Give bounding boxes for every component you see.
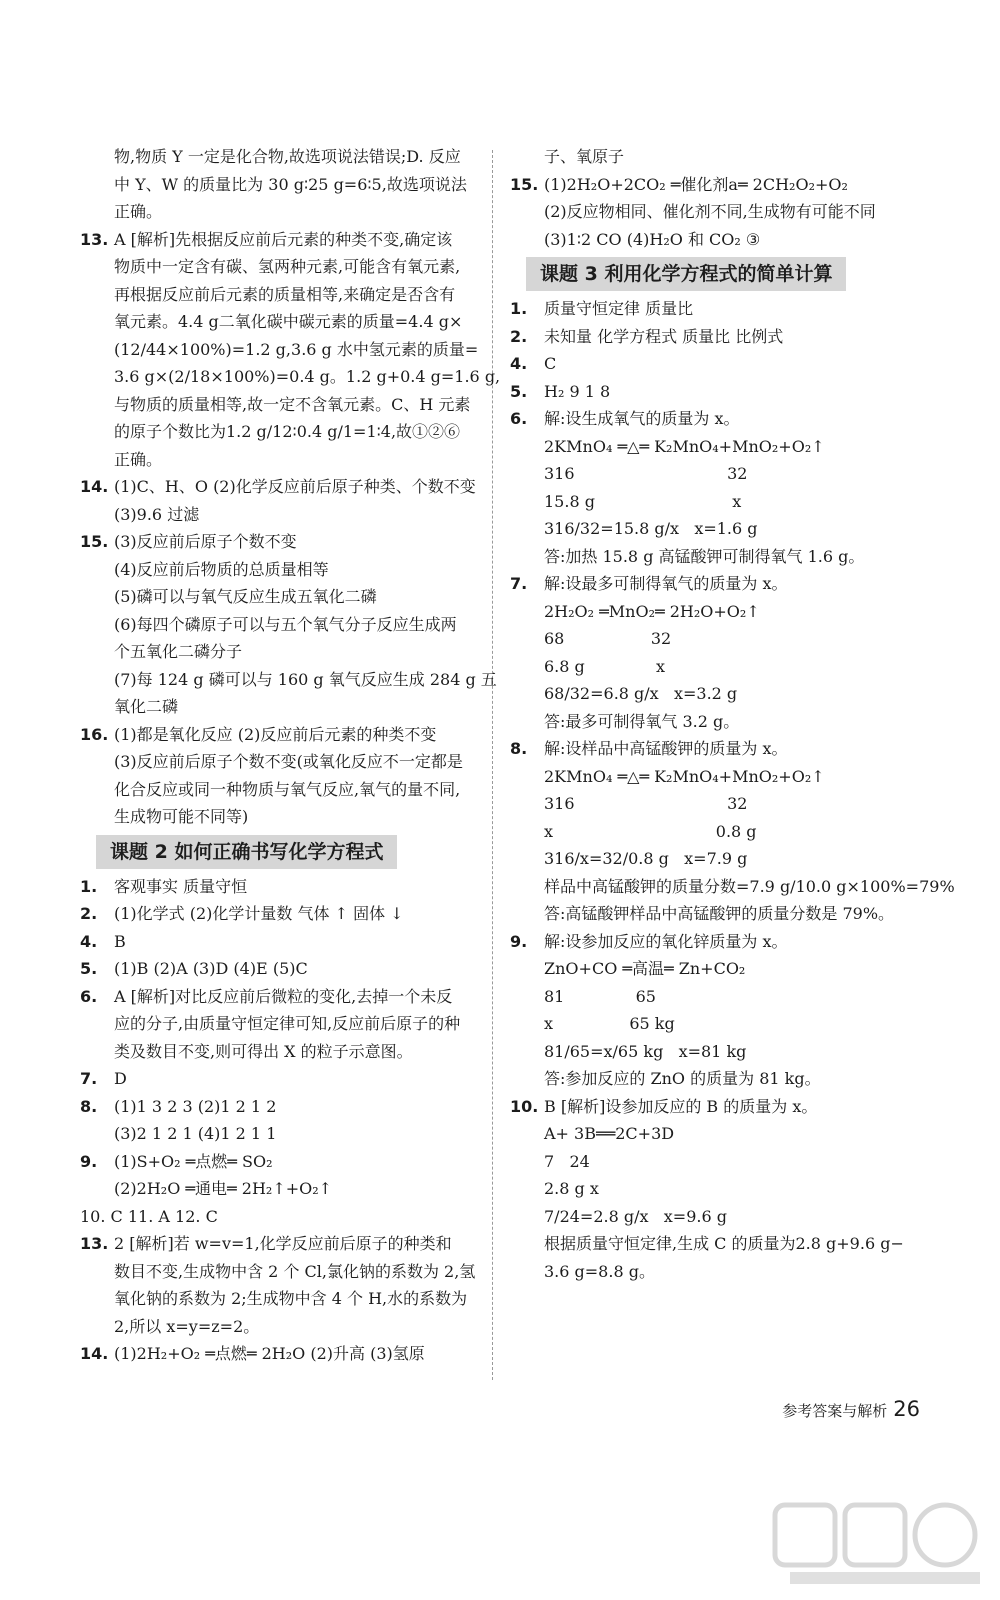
question-number: 4. <box>510 354 528 373</box>
footer-label: 参考答案与解析 <box>782 1402 888 1420</box>
answer-line: 2,所以 x=y=z=2。 <box>114 1316 260 1336</box>
left-column <box>80 143 501 1368</box>
question-10 <box>510 1093 920 1286</box>
section3-question <box>510 378 920 406</box>
question-number: 7. <box>510 574 528 593</box>
answer-line: 质量守恒定律 质量比 <box>544 299 694 318</box>
answer-line: (3)2 1 2 1 (4)1 2 1 1 <box>114 1124 277 1143</box>
answer-line: ZnO+CO ═高温═ Zn+CO₂ <box>544 959 746 978</box>
answer-line: (4)反应前后物质的总质量相等 <box>114 559 329 579</box>
answer-line: 答:最多可制得氧气 3.2 g。 <box>544 711 740 731</box>
answer-line: 2H₂O₂ ═MnO₂═ 2H₂O+O₂↑ <box>544 601 760 621</box>
question-number: 16. <box>80 724 109 744</box>
answer-line: 的原子个数比为1.2 g/12∶0.4 g/1=1∶4,故①②⑥ <box>114 422 461 441</box>
question-number: 6. <box>510 409 528 428</box>
answer-line: 氧化钠的系数为 2;生成物中含 4 个 H,水的系数为 <box>114 1289 468 1308</box>
answer-line: 解:设样品中高锰酸钾的质量为 x。 <box>544 739 788 758</box>
question-number: 9. <box>510 931 528 951</box>
question-number: 5. <box>510 381 528 401</box>
section2-question <box>80 873 480 901</box>
answer-line: 316 32 <box>544 464 748 483</box>
question-number: 9. <box>80 1151 98 1171</box>
question-10-12 <box>80 1203 480 1231</box>
answer-line: 316/32=15.8 g/x x=1.6 g <box>544 519 758 538</box>
answer-line: (1)化学式 (2)化学计量数 气体 ↑ 固体 ↓ <box>114 904 404 923</box>
answer-line: 81 65 <box>544 986 656 1006</box>
answer-line: 解:设生成氧气的质量为 x。 <box>544 409 740 428</box>
question-15 <box>510 171 920 254</box>
question-7 <box>510 570 920 735</box>
section-heading-2: 课题 2 如何正确书写化学方程式 <box>96 835 397 869</box>
answer-line: (5)磷可以与氧气反应生成五氧化二磷 <box>114 587 377 606</box>
answer-line: 316 32 <box>544 794 748 813</box>
answer-line: 3.6 g=8.8 g。 <box>544 1261 655 1281</box>
answer-line: 68/32=6.8 g/x x=3.2 g <box>544 684 738 703</box>
question-number: 15. <box>510 174 539 194</box>
question-number: 1. <box>510 299 528 318</box>
answer-line: 2KMnO₄ ═△═ K₂MnO₄+MnO₂+O₂↑ <box>544 436 825 456</box>
question-14b <box>80 1340 480 1368</box>
answer-line: 10. C 11. A 12. C <box>80 1206 218 1226</box>
answer-line: 再根据反应前后元素的质量相等,来确定是否含有 <box>114 284 456 304</box>
question-number: 15. <box>80 532 109 551</box>
question-9 <box>80 1148 480 1203</box>
answer-line: (1)2H₂+O₂ ═点燃═ 2H₂O (2)升高 (3)氢原 <box>114 1344 425 1363</box>
answer-line: 应的分子,由质量守恒定律可知,反应前后原子的种 <box>114 1014 461 1033</box>
answer-line: 答:参加反应的 ZnO 的质量为 81 kg。 <box>544 1069 821 1088</box>
question-15 <box>80 528 497 721</box>
continued-text: 子、氧原子 <box>544 147 625 166</box>
section2-question <box>80 900 480 928</box>
continued-text <box>80 143 480 226</box>
answer-line: A [解析]对比反应前后微粒的变化,去掉一个未反 <box>114 986 453 1006</box>
question-number: 8. <box>510 739 528 758</box>
answer-line: B <box>114 931 126 951</box>
answer-line: 氧化二磷 <box>114 697 179 716</box>
answer-line: (1)都是氧化反应 (2)反应前后元素的种类不变 <box>114 724 437 744</box>
answer-line: 3.6 g×(2/18×100%)=0.4 g。1.2 g+0.4 g=1.6 g, <box>114 367 501 386</box>
answer-line: 2 [解析]若 w=v=1,化学反应前后原子的种类和 <box>114 1234 452 1253</box>
answer-line: 7 24 <box>544 1151 590 1171</box>
answer-line: 正确。 <box>114 202 163 221</box>
right-column <box>510 143 955 1285</box>
question-16 <box>80 721 480 831</box>
answer-line: 正确。 <box>114 449 163 469</box>
answer-line: (2)反应物相同、催化剂不同,生成物有可能不同 <box>544 202 876 221</box>
answer-line: (12/44×100%)=1.2 g,3.6 g 水中氢元素的质量= <box>114 339 479 359</box>
answer-line: (3)反应前后原子个数不变(或氧化反应不一定都是 <box>114 752 463 771</box>
answer-line: (3)反应前后原子个数不变 <box>114 532 297 551</box>
answer-line: (7)每 124 g 磷可以与 160 g 氧气反应生成 284 g 五 <box>114 669 497 689</box>
question-number: 2. <box>510 326 528 346</box>
answer-line: 生成物可能不同等) <box>114 807 249 826</box>
question-number: 7. <box>80 1069 98 1088</box>
answer-line: A+ 3B══2C+3D <box>544 1124 675 1143</box>
answer-line: B [解析]设参加反应的 B 的质量为 x。 <box>544 1096 818 1116</box>
section3-question <box>510 350 920 378</box>
answer-line: (1)S+O₂ ═点燃═ SO₂ <box>114 1151 273 1171</box>
question-8 <box>510 735 955 928</box>
answer-line: 2KMnO₄ ═△═ K₂MnO₄+MnO₂+O₂↑ <box>544 766 825 786</box>
answer-line: 化合反应或同一种物质与氧气反应,氧气的量不同, <box>114 779 461 799</box>
section3-question <box>510 295 920 323</box>
question-13 <box>80 226 501 474</box>
question-number: 5. <box>80 959 98 978</box>
question-14 <box>80 473 480 528</box>
question-number: 2. <box>80 904 98 923</box>
section2-question <box>80 955 480 983</box>
question-7 <box>80 1065 480 1093</box>
question-number: 1. <box>80 876 98 896</box>
answer-line: 未知量 化学方程式 质量比 比例式 <box>544 326 784 346</box>
answer-line: 类及数目不变,则可得出 X 的粒子示意图。 <box>114 1041 413 1061</box>
answer-line: 81/65=x/65 kg x=81 kg <box>544 1041 747 1061</box>
answer-line: x 0.8 g <box>544 821 757 841</box>
answer-line: 316/x=32/0.8 g x=7.9 g <box>544 849 748 868</box>
question-number: 14. <box>80 1344 109 1363</box>
section-heading-3: 课题 3 利用化学方程式的简单计算 <box>526 257 846 291</box>
answer-line: (1)1 3 2 3 (2)1 2 1 2 <box>114 1096 277 1116</box>
answer-line: 6.8 g x <box>544 656 665 676</box>
answer-line: x 65 kg <box>544 1014 675 1033</box>
answer-line: 答:加热 15.8 g 高锰酸钾可制得氧气 1.6 g。 <box>544 546 865 566</box>
answer-line: A [解析]先根据反应前后元素的种类不变,确定该 <box>114 229 453 249</box>
answer-line: 解:设参加反应的氧化锌质量为 x。 <box>544 931 788 951</box>
answer-line: (1)C、H、O (2)化学反应前后原子种类、个数不变 <box>114 477 476 496</box>
question-number: 14. <box>80 477 109 496</box>
answer-line: (6)每四个磷原子可以与五个氧气分子反应生成两 <box>114 614 457 634</box>
answer-line: 2.8 g x <box>544 1179 599 1198</box>
answer-line: 答:高锰酸钾样品中高锰酸钾的质量分数是 79%。 <box>544 904 895 923</box>
answer-line: 68 32 <box>544 629 672 648</box>
answer-line: 氧元素。4.4 g二氧化碳中碳元素的质量=4.4 g× <box>114 312 463 331</box>
question-number: 10. <box>510 1096 539 1116</box>
answer-line: 根据质量守恒定律,生成 C 的质量为2.8 g+9.6 g− <box>544 1234 904 1253</box>
answer-line: 客观事实 质量守恒 <box>114 876 248 896</box>
answer-line: D <box>114 1069 127 1088</box>
answer-line: 解:设最多可制得氧气的质量为 x。 <box>544 574 788 593</box>
answer-line: (3)9.6 过滤 <box>114 504 200 524</box>
question-number: 13. <box>80 229 109 249</box>
answer-line: (1)2H₂O+2CO₂ ═催化剂a═ 2CH₂O₂+O₂ <box>544 174 848 194</box>
answer-line: C <box>544 354 557 373</box>
answer-line: 物质中一定含有碳、氢两种元素,可能含有氧元素, <box>114 257 461 276</box>
answer-line: 数目不变,生成物中含 2 个 Cl,氯化钠的系数为 2,氢 <box>114 1261 476 1281</box>
question-number: 13. <box>80 1234 109 1253</box>
section3-question <box>510 323 920 351</box>
answer-line: (3)1∶2 CO (4)H₂O 和 CO₂ ③ <box>544 229 761 249</box>
question-6 <box>510 405 920 570</box>
answer-line: 与物质的质量相等,故一定不含氧元素。C、H 元素 <box>114 394 471 414</box>
answer-line: 个五氧化二磷分子 <box>114 642 243 661</box>
question-13b <box>80 1230 480 1340</box>
question-number: 6. <box>80 986 98 1006</box>
answer-line: 样品中高锰酸钾的质量分数=7.9 g/10.0 g×100%=79% <box>544 876 955 896</box>
question-number: 4. <box>80 931 98 951</box>
page-footer <box>782 1397 920 1421</box>
answer-line: 中 Y、W 的质量比为 30 g∶25 g=6∶5,故选项说法 <box>114 174 467 194</box>
page-number: 26 <box>893 1397 920 1421</box>
answer-line: (1)B (2)A (3)D (4)E (5)C <box>114 959 308 978</box>
question-8 <box>80 1093 480 1148</box>
answer-line: H₂ 9 1 8 <box>544 381 611 401</box>
question-9 <box>510 928 920 1093</box>
answer-line: 7/24=2.8 g/x x=9.6 g <box>544 1206 727 1226</box>
section2-question <box>80 928 480 956</box>
question-number: 8. <box>80 1096 98 1116</box>
column-divider <box>492 150 493 1380</box>
answer-line: (2)2H₂O ═通电═ 2H₂↑+O₂↑ <box>114 1179 333 1198</box>
answer-line: 15.8 g x <box>544 491 742 511</box>
watermark-logo <box>770 1500 990 1590</box>
question-6 <box>80 983 480 1066</box>
answer-line: 物,物质 Y 一定是化合物,故选项说法错误;D. 反应 <box>114 147 461 166</box>
